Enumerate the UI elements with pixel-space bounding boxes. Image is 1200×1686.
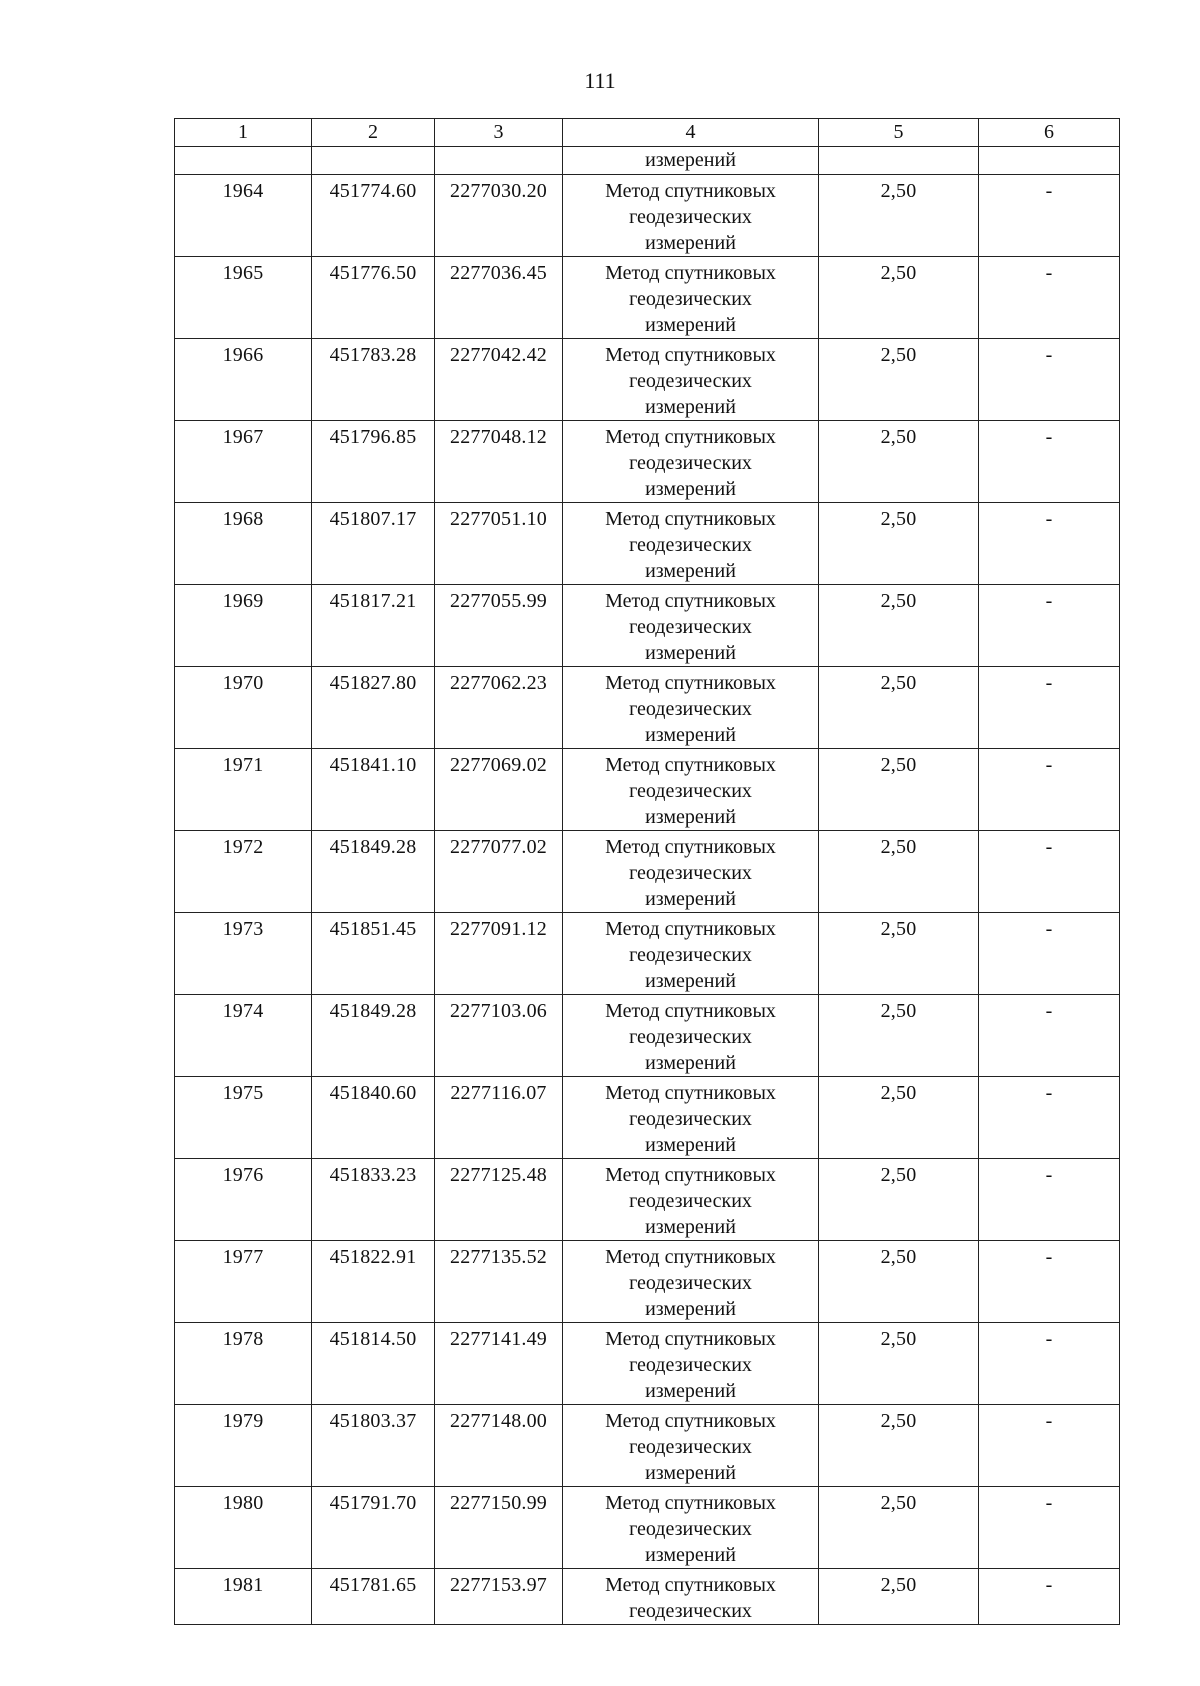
method-line: измерений (645, 478, 736, 500)
y-coordinate-cell: 2277042.42 (435, 339, 563, 421)
y-coordinate-cell: 2277051.10 (435, 503, 563, 585)
table-row (175, 1569, 1120, 1625)
table-cell (312, 147, 435, 175)
method-line: измерений (645, 1298, 736, 1320)
method-cell (563, 1569, 819, 1625)
table-row (175, 1487, 1120, 1569)
coordinates-table-container (174, 118, 1119, 1625)
method-line: Метод спутниковых (605, 836, 776, 858)
y-coordinate-cell: 2277062.23 (435, 667, 563, 749)
method-line: Метод спутниковых (605, 672, 776, 694)
point-number-cell: 1969 (175, 585, 312, 667)
point-number-cell: 1965 (175, 257, 312, 339)
table-header (175, 119, 1120, 147)
accuracy-cell: 2,50 (819, 1569, 979, 1625)
method-line: Метод спутниковых (605, 1574, 776, 1596)
method-line: геодезических (629, 862, 752, 884)
method-line: измерений (645, 970, 736, 992)
y-coordinate-cell: 2277036.45 (435, 257, 563, 339)
method-line: Метод спутниковых (605, 1410, 776, 1432)
table-row (175, 749, 1120, 831)
method-cell (563, 913, 819, 995)
accuracy-cell: 2,50 (819, 1241, 979, 1323)
note-cell: - (979, 585, 1120, 667)
method-line: геодезических (629, 1600, 752, 1622)
point-number-cell: 1970 (175, 667, 312, 749)
point-number-cell: 1972 (175, 831, 312, 913)
note-cell: - (979, 421, 1120, 503)
method-cell (563, 503, 819, 585)
accuracy-cell: 2,50 (819, 1159, 979, 1241)
method-line: геодезических (629, 1436, 752, 1458)
table-row (175, 913, 1120, 995)
x-coordinate-cell: 451827.80 (312, 667, 435, 749)
method-line: измерений (645, 1462, 736, 1484)
note-cell: - (979, 1487, 1120, 1569)
accuracy-cell: 2,50 (819, 1487, 979, 1569)
x-coordinate-cell: 451783.28 (312, 339, 435, 421)
note-cell: - (979, 1241, 1120, 1323)
method-line: Метод спутниковых (605, 1082, 776, 1104)
table-row (175, 1405, 1120, 1487)
x-coordinate-cell: 451803.37 (312, 1405, 435, 1487)
x-coordinate-cell: 451781.65 (312, 1569, 435, 1625)
method-cell (563, 667, 819, 749)
x-coordinate-cell: 451849.28 (312, 995, 435, 1077)
note-cell: - (979, 1569, 1120, 1625)
accuracy-cell: 2,50 (819, 421, 979, 503)
method-line: Метод спутниковых (605, 754, 776, 776)
method-cell (563, 147, 819, 175)
y-coordinate-cell: 2277125.48 (435, 1159, 563, 1241)
y-coordinate-cell: 2277116.07 (435, 1077, 563, 1159)
note-cell: - (979, 257, 1120, 339)
method-cell (563, 585, 819, 667)
table-row (175, 1241, 1120, 1323)
method-line: Метод спутниковых (605, 590, 776, 612)
method-line: Метод спутниковых (605, 344, 776, 366)
method-cell (563, 831, 819, 913)
x-coordinate-cell: 451814.50 (312, 1323, 435, 1405)
y-coordinate-cell: 2277091.12 (435, 913, 563, 995)
method-line: геодезических (629, 370, 752, 392)
accuracy-cell: 2,50 (819, 257, 979, 339)
y-coordinate-cell: 2277153.97 (435, 1569, 563, 1625)
accuracy-cell: 2,50 (819, 1323, 979, 1405)
accuracy-cell: 2,50 (819, 503, 979, 585)
x-coordinate-cell: 451849.28 (312, 831, 435, 913)
table-cell (435, 147, 563, 175)
method-cell (563, 1241, 819, 1323)
method-cell (563, 1159, 819, 1241)
method-line: Метод спутниковых (605, 180, 776, 202)
point-number-cell: 1973 (175, 913, 312, 995)
method-line: геодезических (629, 452, 752, 474)
y-coordinate-cell: 2277048.12 (435, 421, 563, 503)
continuation-row (175, 147, 1120, 175)
table-row (175, 257, 1120, 339)
table-body (175, 147, 1120, 1625)
y-coordinate-cell: 2277077.02 (435, 831, 563, 913)
method-line: геодезических (629, 698, 752, 720)
table-row (175, 831, 1120, 913)
method-line: Метод спутниковых (605, 1246, 776, 1268)
note-cell: - (979, 1077, 1120, 1159)
x-coordinate-cell: 451841.10 (312, 749, 435, 831)
method-line: измерений (645, 560, 736, 582)
method-line: Метод спутниковых (605, 1492, 776, 1514)
note-cell: - (979, 995, 1120, 1077)
method-line: Метод спутниковых (605, 262, 776, 284)
method-line: геодезических (629, 1272, 752, 1294)
method-cell (563, 749, 819, 831)
x-coordinate-cell: 451774.60 (312, 175, 435, 257)
x-coordinate-cell: 451822.91 (312, 1241, 435, 1323)
table-cell (819, 147, 979, 175)
method-line: геодезических (629, 1190, 752, 1212)
method-line: измерений (645, 806, 736, 828)
method-cell (563, 995, 819, 1077)
column-header: 5 (819, 119, 979, 147)
table-row (175, 503, 1120, 585)
method-line: Метод спутниковых (605, 508, 776, 530)
x-coordinate-cell: 451840.60 (312, 1077, 435, 1159)
note-cell: - (979, 175, 1120, 257)
note-cell: - (979, 1405, 1120, 1487)
method-line: геодезических (629, 780, 752, 802)
table-row (175, 421, 1120, 503)
accuracy-cell: 2,50 (819, 831, 979, 913)
note-cell: - (979, 913, 1120, 995)
x-coordinate-cell: 451776.50 (312, 257, 435, 339)
accuracy-cell: 2,50 (819, 175, 979, 257)
column-header: 6 (979, 119, 1120, 147)
x-coordinate-cell: 451791.70 (312, 1487, 435, 1569)
y-coordinate-cell: 2277141.49 (435, 1323, 563, 1405)
y-coordinate-cell: 2277030.20 (435, 175, 563, 257)
method-line: измерений (645, 1380, 736, 1402)
table-row (175, 1323, 1120, 1405)
method-line: измерений (645, 149, 736, 171)
point-number-cell: 1967 (175, 421, 312, 503)
table-cell (979, 147, 1120, 175)
point-number-cell: 1980 (175, 1487, 312, 1569)
column-header: 2 (312, 119, 435, 147)
point-number-cell: 1964 (175, 175, 312, 257)
x-coordinate-cell: 451796.85 (312, 421, 435, 503)
method-cell (563, 339, 819, 421)
method-line: измерений (645, 1216, 736, 1238)
x-coordinate-cell: 451851.45 (312, 913, 435, 995)
method-line: Метод спутниковых (605, 1164, 776, 1186)
method-cell (563, 175, 819, 257)
method-cell (563, 1077, 819, 1159)
y-coordinate-cell: 2277055.99 (435, 585, 563, 667)
point-number-cell: 1981 (175, 1569, 312, 1625)
coordinates-table (174, 118, 1120, 1625)
point-number-cell: 1975 (175, 1077, 312, 1159)
method-cell (563, 1487, 819, 1569)
x-coordinate-cell: 451817.21 (312, 585, 435, 667)
table-row (175, 175, 1120, 257)
point-number-cell: 1976 (175, 1159, 312, 1241)
table-row (175, 585, 1120, 667)
accuracy-cell: 2,50 (819, 913, 979, 995)
method-line: измерений (645, 724, 736, 746)
method-line: измерений (645, 888, 736, 910)
page-number: 111 (584, 68, 616, 93)
table-cell (175, 147, 312, 175)
accuracy-cell: 2,50 (819, 1405, 979, 1487)
method-line: геодезических (629, 1354, 752, 1376)
point-number-cell: 1974 (175, 995, 312, 1077)
point-number-cell: 1971 (175, 749, 312, 831)
method-line: геодезических (629, 206, 752, 228)
accuracy-cell: 2,50 (819, 995, 979, 1077)
method-line: геодезических (629, 1108, 752, 1130)
point-number-cell: 1978 (175, 1323, 312, 1405)
method-line: геодезических (629, 1026, 752, 1048)
note-cell: - (979, 667, 1120, 749)
column-header: 3 (435, 119, 563, 147)
y-coordinate-cell: 2277135.52 (435, 1241, 563, 1323)
table-row (175, 339, 1120, 421)
table-row (175, 995, 1120, 1077)
method-cell (563, 1405, 819, 1487)
accuracy-cell: 2,50 (819, 1077, 979, 1159)
note-cell: - (979, 831, 1120, 913)
method-line: Метод спутниковых (605, 1328, 776, 1350)
method-line: Метод спутниковых (605, 426, 776, 448)
note-cell: - (979, 749, 1120, 831)
table-row (175, 667, 1120, 749)
method-cell (563, 421, 819, 503)
method-line: Метод спутниковых (605, 918, 776, 940)
point-number-cell: 1966 (175, 339, 312, 421)
note-cell: - (979, 503, 1120, 585)
column-header: 1 (175, 119, 312, 147)
note-cell: - (979, 1159, 1120, 1241)
accuracy-cell: 2,50 (819, 749, 979, 831)
method-line: геодезических (629, 1518, 752, 1540)
method-line: измерений (645, 232, 736, 254)
point-number-cell: 1979 (175, 1405, 312, 1487)
y-coordinate-cell: 2277148.00 (435, 1405, 563, 1487)
point-number-cell: 1977 (175, 1241, 312, 1323)
note-cell: - (979, 1323, 1120, 1405)
accuracy-cell: 2,50 (819, 667, 979, 749)
accuracy-cell: 2,50 (819, 585, 979, 667)
method-line: измерений (645, 1134, 736, 1156)
y-coordinate-cell: 2277069.02 (435, 749, 563, 831)
header-row (175, 119, 1120, 147)
method-cell (563, 257, 819, 339)
method-line: измерений (645, 1052, 736, 1074)
method-line: измерений (645, 642, 736, 664)
method-line: измерений (645, 396, 736, 418)
method-cell (563, 1323, 819, 1405)
method-line: геодезических (629, 288, 752, 310)
table-row (175, 1159, 1120, 1241)
method-line: геодезических (629, 616, 752, 638)
method-line: Метод спутниковых (605, 1000, 776, 1022)
method-line: геодезических (629, 944, 752, 966)
x-coordinate-cell: 451807.17 (312, 503, 435, 585)
y-coordinate-cell: 2277103.06 (435, 995, 563, 1077)
note-cell: - (979, 339, 1120, 421)
method-line: измерений (645, 1544, 736, 1566)
x-coordinate-cell: 451833.23 (312, 1159, 435, 1241)
method-line: измерений (645, 314, 736, 336)
method-line: геодезических (629, 534, 752, 556)
table-row (175, 1077, 1120, 1159)
accuracy-cell: 2,50 (819, 339, 979, 421)
point-number-cell: 1968 (175, 503, 312, 585)
y-coordinate-cell: 2277150.99 (435, 1487, 563, 1569)
column-header: 4 (563, 119, 819, 147)
